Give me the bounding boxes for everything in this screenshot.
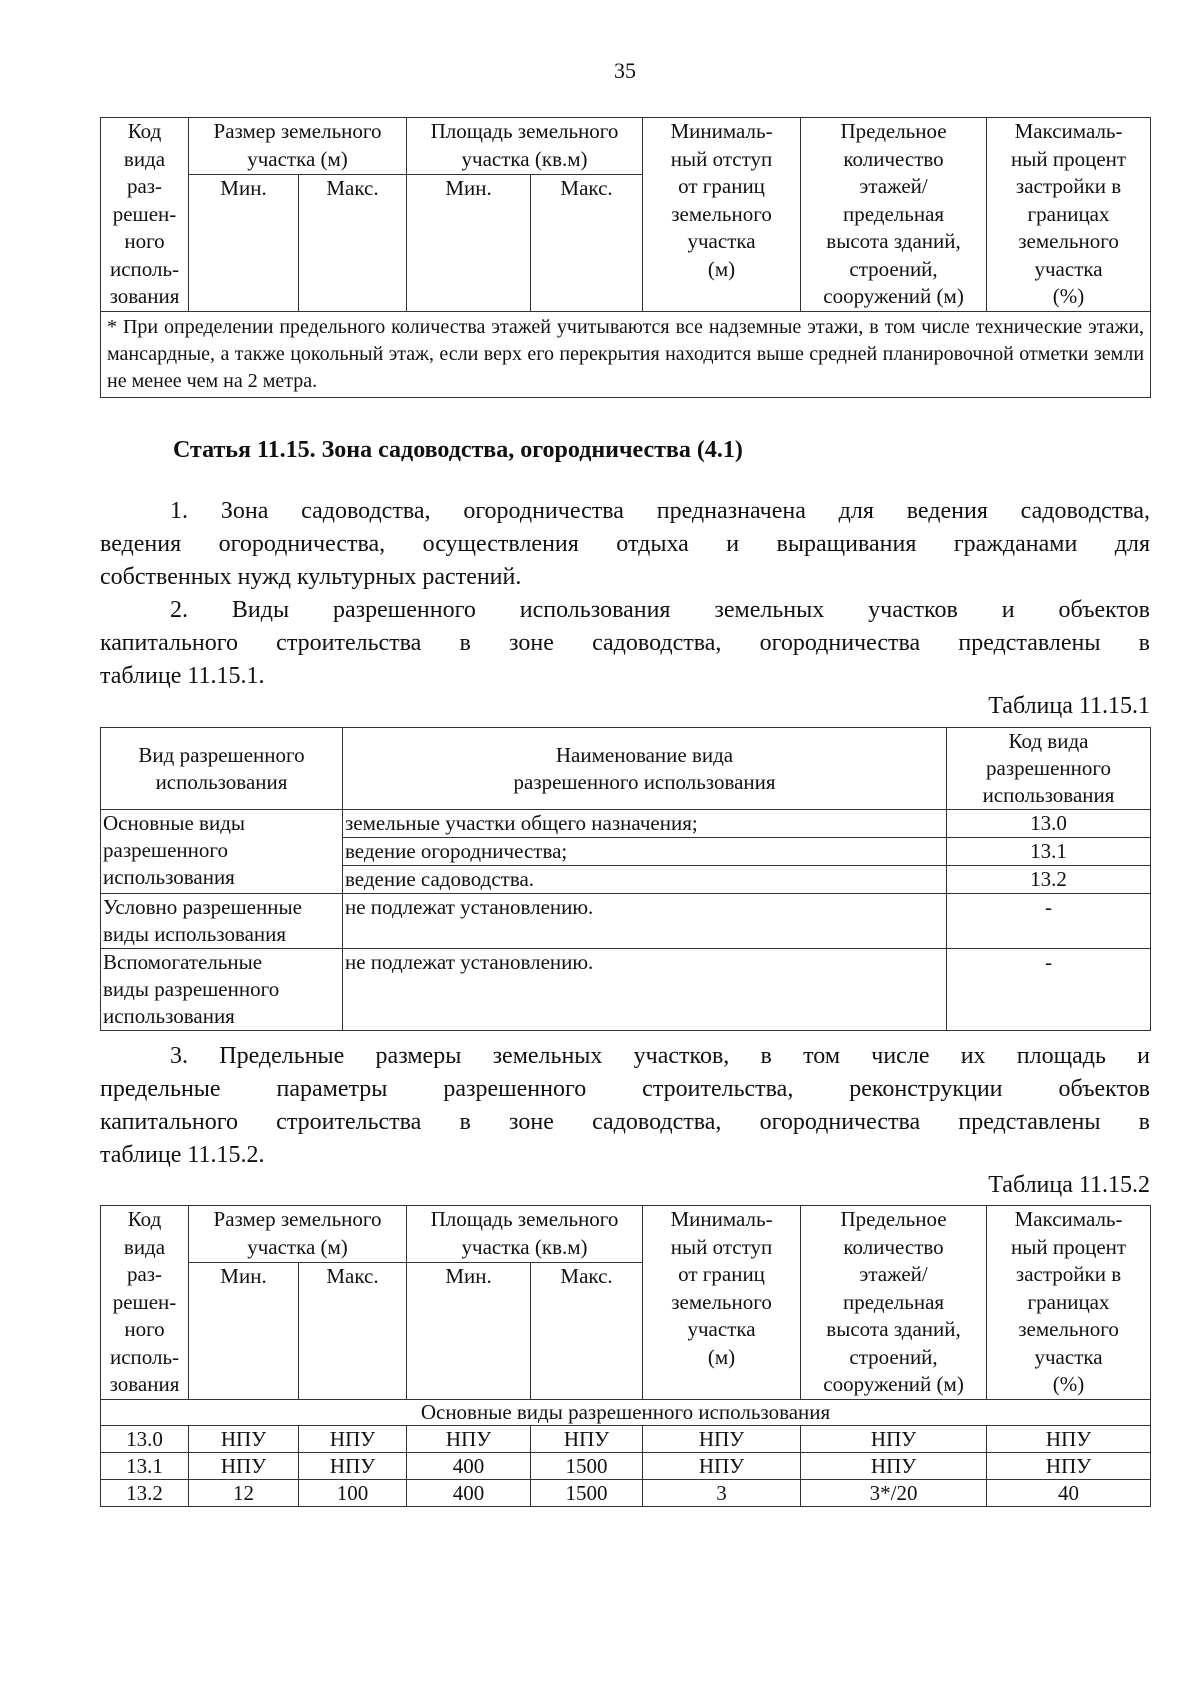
- table-row: [101, 1452, 1151, 1479]
- table-2-caption: Таблица 11.15.2: [988, 1172, 1150, 1198]
- cell-code: 13.2: [101, 1479, 189, 1506]
- cell-area-min: 400: [407, 1452, 531, 1479]
- main-use-name: земельные участки общего назначения;: [343, 810, 947, 838]
- header-area-min: Мин.: [407, 1262, 531, 1399]
- table-1-caption: Таблица 11.15.1: [988, 693, 1150, 719]
- col-kind-header: Вид разрешенного использования: [101, 728, 343, 810]
- conditional-uses-code: -: [947, 894, 1151, 949]
- limit-parameters-table: [100, 1205, 1151, 1507]
- cell-size-max: 100: [299, 1479, 407, 1506]
- header-floors: Предельное количество этажей/ предельная высота зданий, строений, сооружений (м): [801, 118, 987, 312]
- cell-coverage: 40: [987, 1479, 1151, 1506]
- conditional-uses-label: Условно разрешенные виды использования: [101, 894, 343, 949]
- cell-size-max: НПУ: [299, 1452, 407, 1479]
- header-size: Размер земельного участка (м): [189, 118, 407, 175]
- cell-area-min: 400: [407, 1479, 531, 1506]
- header-coverage: Максималь- ный процент застройки в границах земельного участка (%): [987, 1206, 1151, 1400]
- header-code: Код вида раз- решен- ного исполь- зования: [101, 118, 189, 312]
- header-coverage: Максималь- ный процент застройки в границах земельного участка (%): [987, 118, 1151, 312]
- cell-setback: НПУ: [643, 1452, 801, 1479]
- permitted-use-table: [100, 727, 1151, 1031]
- cell-size-min: 12: [189, 1479, 299, 1506]
- cell-setback: НПУ: [643, 1425, 801, 1452]
- header-area-max: Макс.: [531, 1262, 643, 1399]
- cell-code: 13.1: [101, 1452, 189, 1479]
- header-size-min: Мин.: [189, 174, 299, 311]
- paragraph-1: 1. Зона садоводства, огородничества предназначена для ведения садоводства, ведения огородничества, осуществления отдыха и выращивания гражданами для собственных нужд культурных растений.: [100, 498, 1150, 590]
- main-use-code: 13.1: [947, 838, 1151, 866]
- cell-coverage: НПУ: [987, 1452, 1151, 1479]
- header-setback: Минималь- ный отступ от границ земельного участка (м): [643, 1206, 801, 1400]
- auxiliary-uses-name: не подлежат установлению.: [343, 949, 947, 1031]
- auxiliary-uses-code: -: [947, 949, 1151, 1031]
- main-uses-label: Основные виды разрешенного использования: [101, 810, 343, 894]
- top-parameters-table: [100, 117, 1151, 398]
- conditional-uses-name: не подлежат установлению.: [343, 894, 947, 949]
- header-code: Код вида раз- решен- ного исполь- зования: [101, 1206, 189, 1400]
- auxiliary-uses-label: Вспомогательные виды разрешенного использования: [101, 949, 343, 1031]
- table-row: [101, 1479, 1151, 1506]
- cell-area-min: НПУ: [407, 1425, 531, 1452]
- cell-floors: НПУ: [801, 1425, 987, 1452]
- main-use-name: ведение огородничества;: [343, 838, 947, 866]
- header-floors: Предельное количество этажей/ предельная высота зданий, строений, сооружений (м): [801, 1206, 987, 1400]
- cell-setback: 3: [643, 1479, 801, 1506]
- cell-area-max: 1500: [531, 1452, 643, 1479]
- cell-code: 13.0: [101, 1425, 189, 1452]
- main-use-name: ведение садоводства.: [343, 866, 947, 894]
- col-code-header: Код вида разрешенного использования: [947, 728, 1151, 810]
- cell-size-min: НПУ: [189, 1425, 299, 1452]
- paragraph-2: 2. Виды разрешенного использования земельных участков и объектов капитального строительства в зоне садоводства, огородничества представлены в таблице 11.15.1.: [100, 597, 1150, 689]
- header-size-min: Мин.: [189, 1262, 299, 1399]
- floors-footnote: * При определении предельного количества этажей учитываются все надземные этажи, в том числе технические этажи, мансардные, а также цокольный этаж, если верх его перекрытия находится выше средней планировочной отметки земли не менее чем на 2 метра.: [101, 311, 1151, 397]
- cell-size-min: НПУ: [189, 1452, 299, 1479]
- section-main-uses: Основные виды разрешенного использования: [101, 1399, 1151, 1425]
- header-area: Площадь земельного участка (кв.м): [407, 1206, 643, 1263]
- cell-area-max: 1500: [531, 1479, 643, 1506]
- header-area-min: Мин.: [407, 174, 531, 311]
- cell-area-max: НПУ: [531, 1425, 643, 1452]
- header-area: Площадь земельного участка (кв.м): [407, 118, 643, 175]
- header-size-max: Макс.: [299, 174, 407, 311]
- table-row: [101, 1425, 1151, 1452]
- page-number: 35: [614, 58, 636, 83]
- header-size-max: Макс.: [299, 1262, 407, 1399]
- header-area-max: Макс.: [531, 174, 643, 311]
- header-size: Размер земельного участка (м): [189, 1206, 407, 1263]
- cell-size-max: НПУ: [299, 1425, 407, 1452]
- cell-floors: НПУ: [801, 1452, 987, 1479]
- main-use-code: 13.0: [947, 810, 1151, 838]
- col-name-header: Наименование вида разрешенного использования: [343, 728, 947, 810]
- paragraph-3: 3. Предельные размеры земельных участков, в том числе их площадь и предельные параметры разрешенного строительства, реконструкции объектов капитального строительства в зоне садоводства, огородничества представлены в таблице 11.15.2.: [100, 1043, 1150, 1168]
- cell-coverage: НПУ: [987, 1425, 1151, 1452]
- cell-floors: 3*/20: [801, 1479, 987, 1506]
- article-heading: Статья 11.15. Зона садоводства, огородничества (4.1): [173, 437, 743, 463]
- header-setback: Минималь- ный отступ от границ земельного участка (м): [643, 118, 801, 312]
- main-use-code: 13.2: [947, 866, 1151, 894]
